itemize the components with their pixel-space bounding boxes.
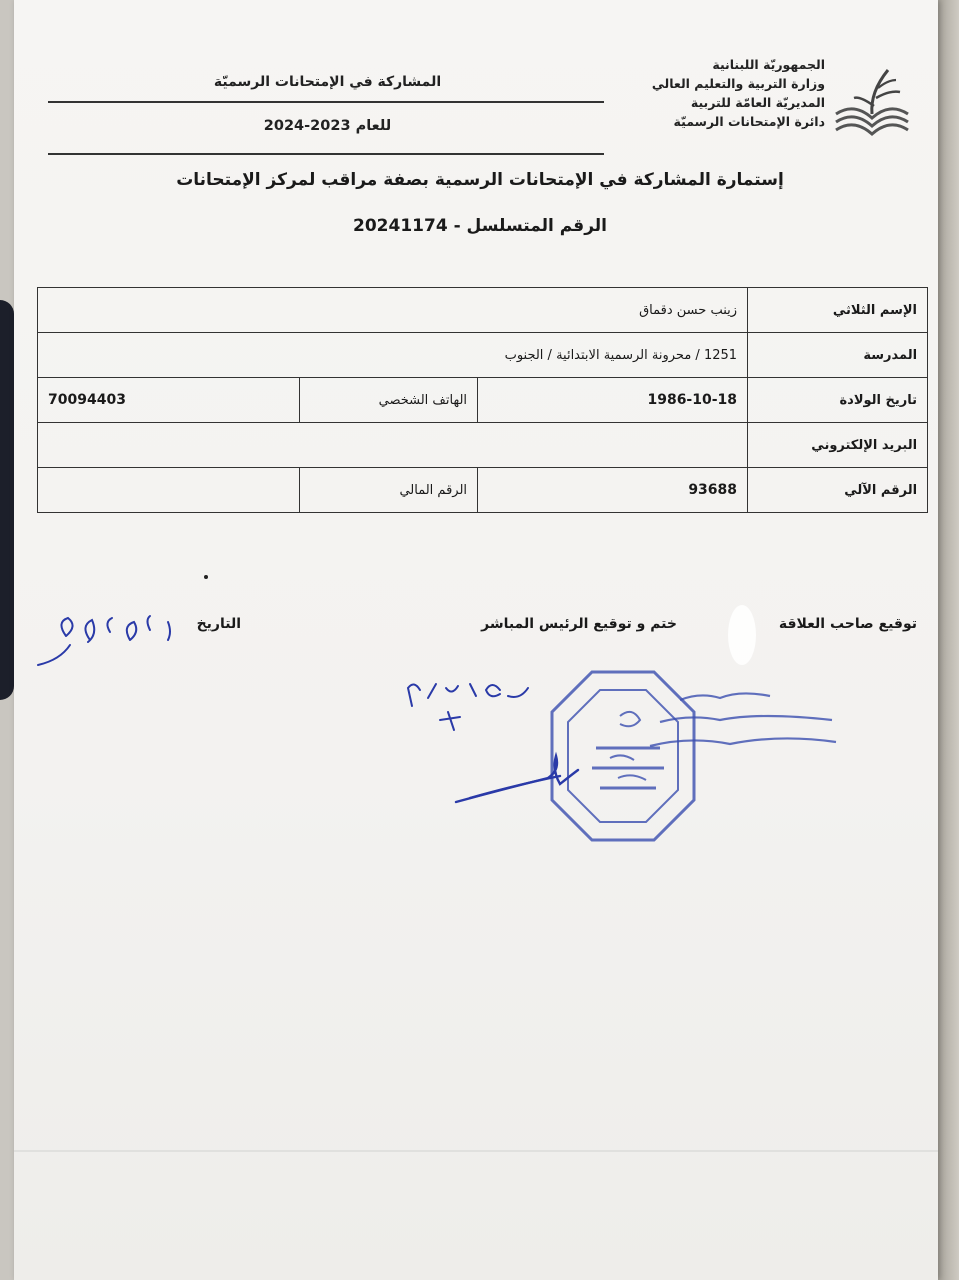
ministry-book-logo [830,62,914,138]
participant-info-table [37,287,928,513]
full-name-label: الإسم الثلاثي [748,288,928,333]
table-row-school [38,333,928,378]
financial-number-label: الرقم المالي [300,468,478,513]
financial-number-value [38,468,300,513]
school-label: المدرسة [748,333,928,378]
background-table-edge [938,0,959,1280]
table-row-birth-phone [38,378,928,423]
date-label: التاريخ [196,616,241,632]
holder-signature-label: توقيع صاحب العلاقة [778,616,917,632]
ministry-line-4: دائرة الإمتحانات الرسميّة [673,114,825,129]
auto-number-value: 93688 [478,468,748,513]
header-rule-top [48,101,604,103]
form-title: إستمارة المشاركة في الإمتحانات الرسمية بصفة مراقب لمركز الإمتحانات [176,170,784,190]
full-name-value: زينب حسن دقماق [38,288,748,333]
phone-label: الهاتف الشخصي [300,378,478,423]
email-label: البريد الإلكتروني [748,423,928,468]
school-value: 1251 / محرونة الرسمية الابتدائية / الجنوب [38,333,748,378]
ministry-line-3: المديريّة العامّة للتربية [690,95,825,110]
table-row-numbers [38,468,928,513]
auto-number-label: الرقم الآلي [748,468,928,513]
phone-value: 70094403 [38,378,300,423]
table-row-full-name [38,288,928,333]
director-signature-label: ختم و توقيع الرئيس المباشر [481,616,677,632]
academic-year: للعام 2023-2024 [263,118,392,134]
birth-date-value: 1986-10-18 [478,378,748,423]
ministry-line-1: الجمهوريّة اللبنانية [712,57,825,72]
paper-fold-line [14,1150,938,1152]
birth-date-label: تاريخ الولادة [748,378,928,423]
participation-title: المشاركة في الإمتحانات الرسميّة [213,74,442,90]
email-value [38,423,748,468]
form-paper [14,0,938,1280]
background-dark-object [0,300,14,700]
table-row-email [38,423,928,468]
ministry-header [600,55,825,131]
serial-number: الرقم المتسلسل - 20241174 [353,216,607,236]
ministry-line-2: وزارة التربية والتعليم العالي [651,76,825,91]
header-rule-bottom [48,153,604,155]
